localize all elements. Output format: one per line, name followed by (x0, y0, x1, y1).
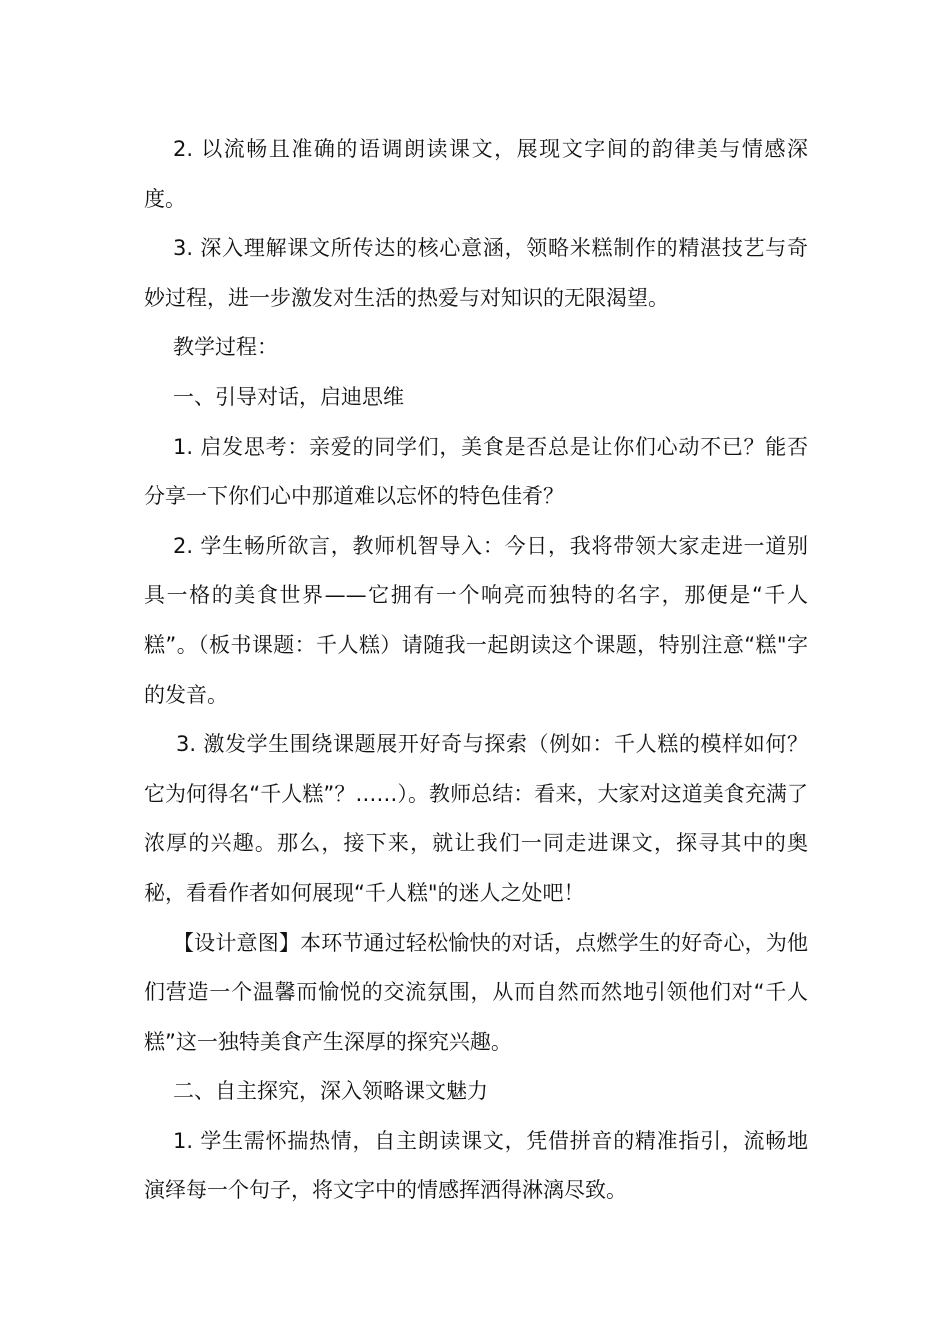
section-2-heading: 二、自主探究，深入领略课文魅力 (173, 1079, 488, 1104)
section-2-step-1-paragraph: 1. 学生需怀揣热情，自主朗读课文，凭借拼音的精准指引，流畅地演绎每一个句子，将文字中的情感挥洒得淋漓尽致。 (144, 1128, 808, 1203)
section-1-step-1-paragraph: 1. 启发思考：亲爱的同学们，美食是否总是让你们心动不已？能否分享一下你们心中那道难以忘怀的特色佳肴？ (144, 434, 808, 509)
document-body (144, 125, 808, 1216)
objective-3-paragraph: 3. 深入理解课文所传达的核心意涵，领略米糕制作的精湛技艺与奇妙过程，进一步激发对生活的热爱与对知识的无限渴望。 (144, 236, 808, 310)
teaching-process-heading: 教学过程： (173, 335, 278, 360)
section-1-step-2-paragraph: 2. 学生畅所欲言，教师机智导入：今日，我将带领大家走进一道别具一格的美食世界——它拥有一个响亮而独特的名字，那便是“千人糕”。（板书课题：千人糕）请随我一起朗读这个课题，特别注意“糕"字的发音。 (144, 533, 808, 707)
design-intent-paragraph: 【设计意图】本环节通过轻松愉快的对话，点燃学生的好奇心，为他们营造一个温馨而愉悦的交流氛围，从而自然而然地引领他们对“千人糕”这一独特美食产生深厚的探究兴趣。 (144, 930, 808, 1054)
objective-2-paragraph: 2. 以流畅且准确的语调朗读课文，展现文字间的韵律美与情感深度。 (144, 137, 808, 211)
section-1-heading: 一、引导对话，启迪思维 (173, 384, 404, 409)
section-1-step-3-paragraph: 3. 激发学生围绕课题展开好奇与探索（例如：千人糕的模样如何？它为何得名“千人糕”？……）。教师总结：看来，大家对这道美食充满了浓厚的兴趣。那么，接下来，就让我们一同走进课文，探寻其中的奥秘，看看作者如何展现“千人糕"的迷人之处吧！ (144, 732, 808, 905)
